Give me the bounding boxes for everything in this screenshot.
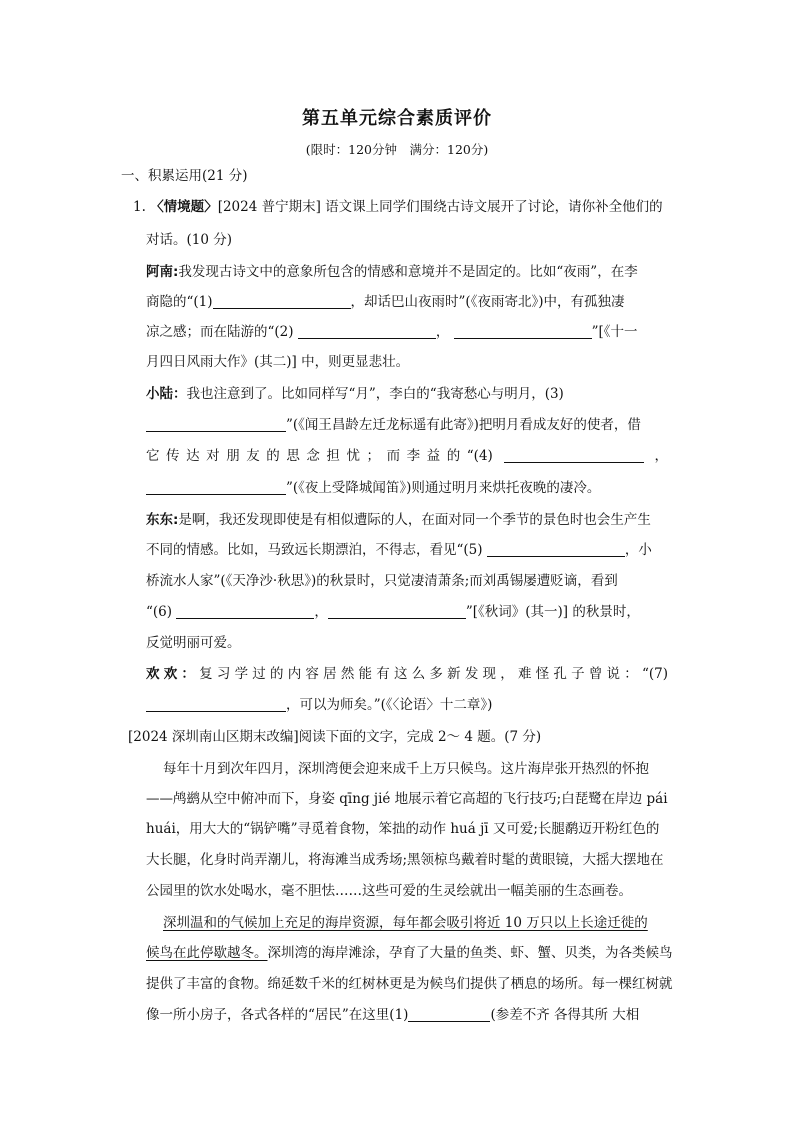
passage-p1-line-1: 每年十月到次年四月，深圳湾便会迎来成千上万只候鸟。这片海岸张开热烈的怀抱 (163, 761, 649, 777)
answer-blank-5[interactable] (487, 542, 625, 557)
dialogue-anan-line-3: 凉之感；而在陆游的“(2) ， ”[《十一 (146, 324, 638, 340)
dialogue-huanhuan-line-1: 欢欢：复习学过的内容居然能有这么多新发现，难怪孔子曾说：“(7) (146, 666, 668, 682)
dialogue-xiaolu-line-2: ”(《闻王昌龄左迁龙标遥有此寄》)把明月看成友好的使者，借 (146, 415, 641, 435)
underlined-sentence: 深圳温和的气候加上充足的海岸资源，每年都会吸引将近 10 万只以上长途迁徙的 (163, 915, 648, 931)
answer-blank-4a[interactable] (504, 448, 644, 463)
answer-blank-idiom[interactable] (408, 1007, 490, 1022)
passage-p1-line-3: huái，用大大的“锅铲嘴”寻觅着食物，笨拙的动作 huá jī 又可爱;长腿鹬迈开粉红色的 (146, 821, 660, 837)
dialogue-dongdong-line-4: “(6) ， ”[《秋词》(其一)] 的秋景时， (146, 604, 640, 620)
answer-blank-6b[interactable] (328, 604, 466, 619)
question-source: [2024 普宁期末] (217, 199, 321, 215)
speaker-huanhuan: 欢欢： (146, 666, 200, 682)
page-subtitle: (限时：120分钟 满分：120分) (305, 142, 489, 157)
answer-blank-3[interactable] (146, 417, 286, 432)
passage-p1-line-5: 公园里的饮水处喝水，毫不胆怯……这些可爱的生灵绘就出一幅美丽的生态画卷。 (146, 883, 632, 899)
reading-intro: [2024 深圳南山区期末改编]阅读下面的文字，完成 2～ 4 题。(7 分) (128, 729, 542, 745)
passage-p1-line-4: 大长腿，化身时尚弄潮儿，将海滩当成秀场;黑领椋鸟戴着时髦的黄眼镜，大摇大摆地在 (146, 852, 664, 868)
answer-blank-4b[interactable] (146, 480, 286, 495)
page-title: 第五单元综合素质评价 (302, 108, 492, 129)
dialogue-anan-line-4: 月四日风雨大作》(其二)] 中，则更显悲壮。 (146, 354, 410, 370)
answer-blank-7[interactable] (146, 697, 286, 712)
question-tag: 〈情境题〉 (150, 199, 218, 215)
dialogue-dongdong-line-5: 反觉明丽可爱。 (146, 635, 241, 651)
dialogue-dongdong-line-1: 东东:是啊，我还发现即使是有相似遭际的人，在面对同一个季节的景色时也会生产生 (146, 512, 651, 528)
speaker-anan: 阿南: (146, 264, 179, 280)
dialogue-anan-line-1: 阿南:我发现古诗文中的意象所包含的情感和意境并不是固定的。比如“夜雨”，在李 (146, 264, 638, 280)
dialogue-xiaolu-line-1: 小陆：我也注意到了。比如同样写“月”，李白的“我寄愁心与明月，(3) (146, 386, 564, 402)
dialogue-anan-line-2: 商隐的“(1) ，却话巴山夜雨时”(《夜雨寄北》)中，有孤独凄 (146, 294, 625, 310)
dialogue-huanhuan-line-2: ，可以为师矣。”(《〈论语〉十二章》) (146, 695, 492, 715)
dialogue-dongdong-line-2: 不同的情感。比如，马致远长期漂泊，不得志，看见“(5) ，小 (146, 542, 652, 558)
speaker-xiaolu: 小陆： (146, 386, 187, 402)
question-intro: 语文课上同学们围绕古诗文展开了讨论，请你补全他们的 (325, 199, 663, 215)
answer-blank-2a[interactable] (298, 324, 436, 339)
answer-blank-1[interactable] (213, 294, 351, 309)
dialogue-xiaolu-line-3: 它传达对朋友的思念担忧；而李益的“(4) ， (146, 448, 668, 464)
answer-blank-6a[interactable] (176, 604, 314, 619)
question-1-line-2: 对话。(10 分) (146, 232, 233, 248)
question-number: 1. (133, 199, 146, 215)
section-heading: 一、积累运用(21 分) (121, 168, 248, 184)
question-1-line-1 (133, 197, 663, 217)
passage-p2-line-1 (163, 913, 648, 933)
dialogue-xiaolu-line-4: ”(《夜上受降城闻笛》)则通过明月来烘托夜晚的凄冷。 (146, 478, 600, 498)
passage-p2-line-4: 像一所小房子，各式各样的“居民”在这里(1) (参差不齐 各得其所 大相 (146, 1007, 640, 1023)
passage-p1-line-2: ——鸬鹚从空中俯冲而下，身姿 qīng jié 地展示着它高超的飞行技巧;白琵鹭在岸边 pái (146, 791, 668, 807)
dialogue-dongdong-line-3: 桥流水人家”(《天净沙·秋思》)的秋景时，只觉凄清萧条;而刘禹锡屡遭贬谪，看到 (146, 573, 618, 589)
speaker-dongdong: 东东: (146, 512, 179, 528)
answer-blank-2b[interactable] (454, 324, 592, 339)
passage-p2-line-3: 提供了丰富的食物。绵延数千米的红树林更是为候鸟们提供了栖息的场所。每一棵红树就 (146, 976, 673, 992)
passage-p2-line-2: 候鸟在此停歇越冬。深圳湾的海岸滩涂，孕育了大量的鱼类、虾、蟹、贝类，为各类候鸟 (146, 945, 673, 961)
